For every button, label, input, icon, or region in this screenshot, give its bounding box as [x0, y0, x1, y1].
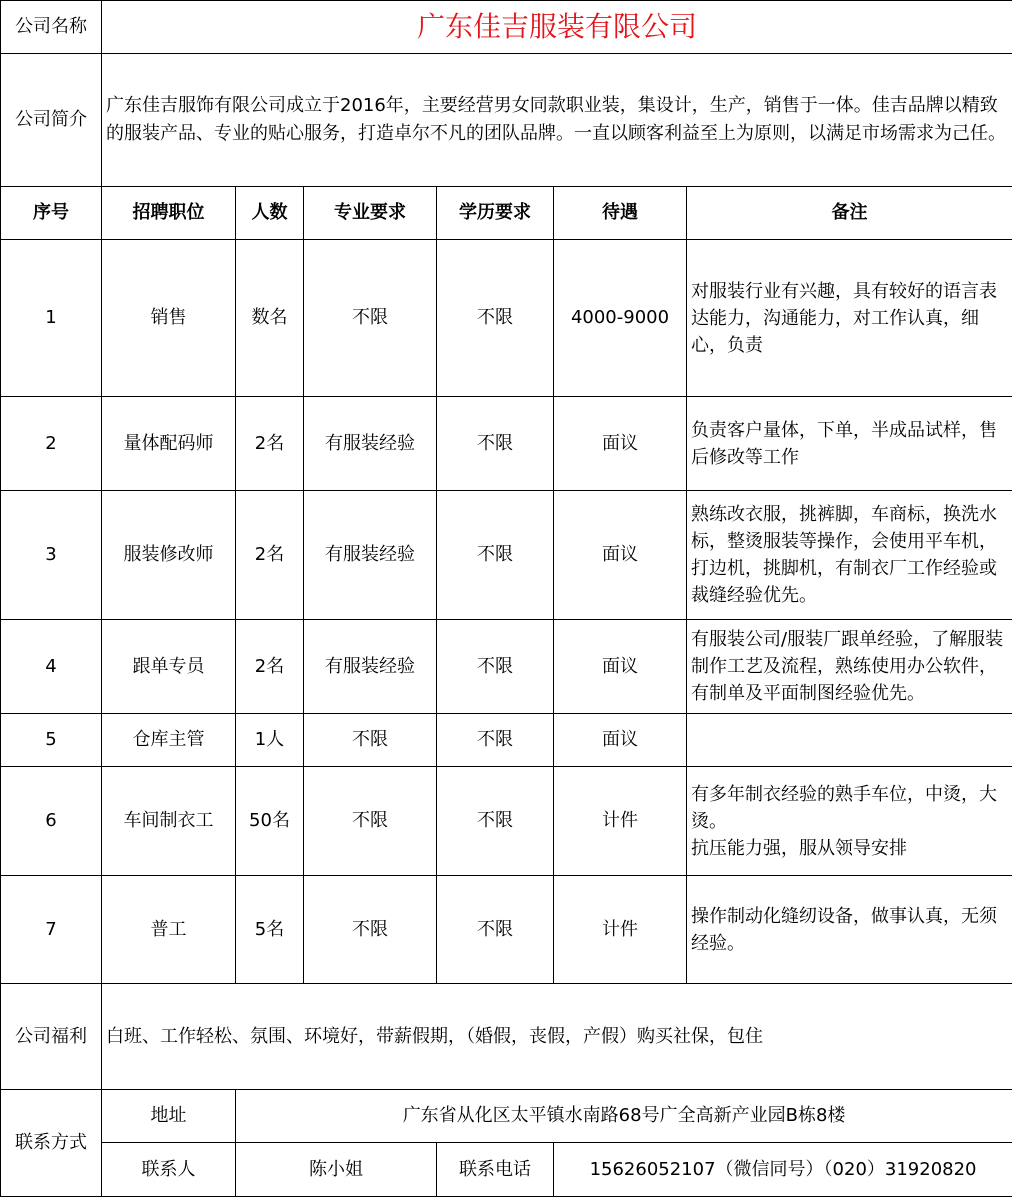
table-row: [1, 240, 1012, 397]
row-notes: 有服装公司/服装厂跟单经验，了解服装制作工艺及流程，熟练使用办公软件，有制单及平面制图经验优先。: [687, 620, 1012, 714]
row-major: 不限: [304, 876, 437, 984]
company-name-label: 公司名称: [1, 1, 102, 54]
row-position: 仓库主管: [102, 714, 236, 767]
row-position: 服装修改师: [102, 491, 236, 620]
phone-value: 15626052107（微信同号）（020）31920820: [554, 1143, 1012, 1197]
row-notes: [687, 767, 1012, 876]
table-row: [1, 620, 1012, 714]
row-count: 2名: [236, 397, 304, 491]
row-notes-line: 抗压能力强，服从领导安排: [691, 837, 907, 859]
row-no: 4: [1, 620, 102, 714]
contact-person-label: 联系人: [102, 1143, 236, 1197]
contact-label: 联系方式: [1, 1090, 102, 1197]
company-intro: 广东佳吉服饰有限公司成立于2016年，主要经营男女同款职业装，集设计，生产，销售于一体。佳吉品牌以精致的服装产品、专业的贴心服务，打造卓尔不凡的团队品牌。一直以顾客利益至上为原则，以满足市场需求为己任。: [102, 54, 1012, 187]
contact-person: 陈小姐: [236, 1143, 437, 1197]
header-pay: 待遇: [554, 187, 687, 240]
phone-label: 联系电话: [437, 1143, 554, 1197]
row-education: 不限: [437, 620, 554, 714]
row-notes: 负责客户量体，下单，半成品试样，售后修改等工作: [687, 397, 1012, 491]
table-row: [1, 767, 1012, 876]
header-count: 人数: [236, 187, 304, 240]
row-pay: 面议: [554, 620, 687, 714]
row-no: 2: [1, 397, 102, 491]
header-major: 专业要求: [304, 187, 437, 240]
table-header-row: [1, 187, 1012, 240]
address-label: 地址: [102, 1090, 236, 1143]
row-education: 不限: [437, 491, 554, 620]
row-major: 有服装经验: [304, 397, 437, 491]
row-pay: 面议: [554, 397, 687, 491]
table-row: [1, 397, 1012, 491]
row-position: 销售: [102, 240, 236, 397]
company-intro-label: 公司简介: [1, 54, 102, 187]
row-education: 不限: [437, 767, 554, 876]
row-pay: 计件: [554, 767, 687, 876]
benefits-label: 公司福利: [1, 984, 102, 1090]
company-name: 广东佳吉服装有限公司: [102, 1, 1012, 54]
row-count: 1人: [236, 714, 304, 767]
header-notes: 备注: [687, 187, 1012, 240]
row-position: 量体配码师: [102, 397, 236, 491]
row-major: 不限: [304, 767, 437, 876]
row-no: 1: [1, 240, 102, 397]
row-no: 5: [1, 714, 102, 767]
row-pay: 面议: [554, 714, 687, 767]
row-position: 普工: [102, 876, 236, 984]
benefits-text: 白班、工作轻松、氛围、环境好，带薪假期，（婚假，丧假，产假）购买社保，包住: [102, 984, 1012, 1090]
row-count: 5名: [236, 876, 304, 984]
table-row: [1, 714, 1012, 767]
table-row: [1, 491, 1012, 620]
address-value: 广东省从化区太平镇水南路68号广全高新产业园B栋8楼: [236, 1090, 1012, 1143]
row-major: 不限: [304, 240, 437, 397]
row-education: 不限: [437, 876, 554, 984]
row-pay: 计件: [554, 876, 687, 984]
row-no: 6: [1, 767, 102, 876]
row-education: 不限: [437, 240, 554, 397]
row-major: 不限: [304, 714, 437, 767]
row-pay: 4000-9000: [554, 240, 687, 397]
row-notes: [687, 714, 1012, 767]
row-count: 2名: [236, 491, 304, 620]
header-education: 学历要求: [437, 187, 554, 240]
row-position: 车间制衣工: [102, 767, 236, 876]
row-count: 50名: [236, 767, 304, 876]
row-education: 不限: [437, 397, 554, 491]
header-no: 序号: [1, 187, 102, 240]
row-major: 有服装经验: [304, 620, 437, 714]
header-position: 招聘职位: [102, 187, 236, 240]
table-row: [1, 876, 1012, 984]
row-no: 7: [1, 876, 102, 984]
row-pay: 面议: [554, 491, 687, 620]
row-notes: 对服装行业有兴趣，具有较好的语言表达能力，沟通能力，对工作认真，细心，负责: [687, 240, 1012, 397]
row-notes: 操作制动化缝纫设备，做事认真，无须经验。: [687, 876, 1012, 984]
row-count: 2名: [236, 620, 304, 714]
row-no: 3: [1, 491, 102, 620]
row-position: 跟单专员: [102, 620, 236, 714]
row-count: 数名: [236, 240, 304, 397]
row-notes-line: 有多年制衣经验的熟手车位，中烫，大烫。: [691, 783, 997, 832]
row-major: 有服装经验: [304, 491, 437, 620]
row-notes: 熟练改衣服，挑裤脚，车商标，换洗水标，整烫服装等操作，会使用平车机，打边机，挑脚机，有制衣厂工作经验或裁缝经验优先。: [687, 491, 1012, 620]
row-education: 不限: [437, 714, 554, 767]
